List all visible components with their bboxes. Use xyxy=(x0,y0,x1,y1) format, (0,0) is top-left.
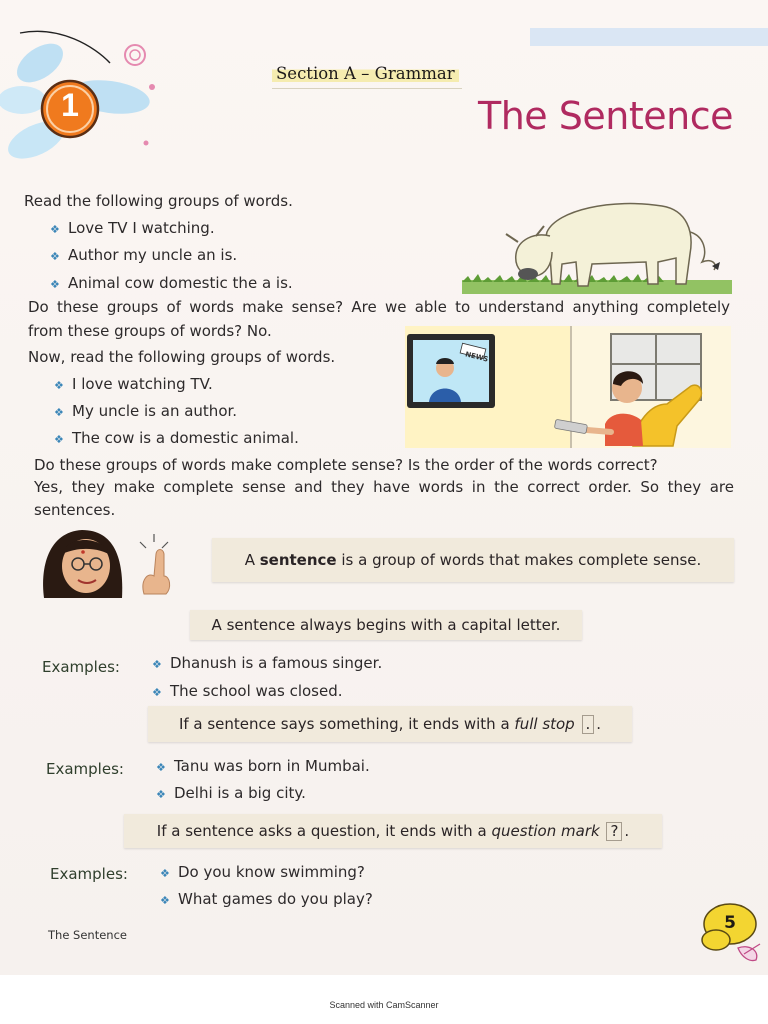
rule-text: If a sentence asks a question, it ends with a xyxy=(156,822,487,840)
definition-term: sentence xyxy=(259,551,337,569)
tv-watching-illustration xyxy=(405,326,731,452)
list-item: ❖ I love watching TV. xyxy=(54,375,213,393)
diamond-bullet-icon: ❖ xyxy=(156,788,166,801)
intro-prompt-2: Now, read the following groups of words. xyxy=(28,348,336,366)
diamond-bullet-icon: ❖ xyxy=(50,278,60,291)
scanner-watermark: Scanned with CamScanner xyxy=(329,1000,439,1010)
diamond-bullet-icon: ❖ xyxy=(50,250,60,263)
list-item: ❖ My uncle is an author. xyxy=(54,402,238,420)
section-label: Section A – Grammar xyxy=(272,64,459,83)
chapter-badge xyxy=(0,25,160,165)
list-item: ❖ The cow is a domestic animal. xyxy=(54,429,299,447)
definition-prefix: A xyxy=(244,551,255,569)
definition-text: is a group of words that makes complete sense. xyxy=(341,551,702,569)
question-2: Do these groups of words make complete sense? Is the order of the words correct? xyxy=(34,456,658,474)
teacher-icon xyxy=(36,528,176,598)
rule-question-mark xyxy=(124,814,662,848)
rule-text: If a sentence says something, it ends with a xyxy=(178,715,510,733)
example-item: ❖ The school was closed. xyxy=(152,682,343,700)
example-item: ❖ Dhanush is a famous singer. xyxy=(152,654,383,672)
full-stop-mark: . xyxy=(582,715,595,734)
diamond-bullet-icon: ❖ xyxy=(54,433,64,446)
diamond-bullet-icon: ❖ xyxy=(160,894,170,907)
cow-icon xyxy=(462,192,732,300)
diamond-bullet-icon: ❖ xyxy=(54,379,64,392)
question-mark-box: ? xyxy=(606,822,622,841)
question-1a: Do these groups of words make sense? Are we able to understand anything completely xyxy=(28,298,730,316)
teacher-illustration xyxy=(36,528,176,602)
question-1b: from these groups of words? No. xyxy=(28,322,272,340)
rule-end: . xyxy=(596,715,602,733)
page-number-badge xyxy=(698,900,768,970)
example-item: ❖ Tanu was born in Mumbai. xyxy=(156,757,370,775)
rule-term: question mark xyxy=(491,822,600,840)
rule-end: . xyxy=(624,822,630,840)
examples-label: Examples: xyxy=(50,865,128,883)
example-item: ❖ Do you know swimming? xyxy=(160,863,365,881)
chapter-number: 1 xyxy=(61,87,79,123)
intro-prompt: Read the following groups of words. xyxy=(24,192,293,210)
examples-label: Examples: xyxy=(42,658,120,676)
section-divider xyxy=(272,88,462,89)
top-color-band xyxy=(530,28,768,46)
example-item: ❖ What games do you play? xyxy=(160,890,373,908)
page-number: 5 xyxy=(724,913,736,933)
diamond-bullet-icon: ❖ xyxy=(152,686,162,699)
diamond-bullet-icon: ❖ xyxy=(50,223,60,236)
page-title: The Sentence xyxy=(478,94,733,138)
diamond-bullet-icon: ❖ xyxy=(54,406,64,419)
footer-chapter-name: The Sentence xyxy=(48,928,127,942)
answer-line-1: Yes, they make complete sense and they have words in the correct order. So they are xyxy=(34,478,734,496)
diamond-bullet-icon: ❖ xyxy=(160,867,170,880)
list-item: ❖ Animal cow domestic the a is. xyxy=(50,274,293,292)
rule-term: full stop xyxy=(514,715,575,733)
rule-full-stop xyxy=(148,706,632,742)
example-item: ❖ Delhi is a big city. xyxy=(156,784,306,802)
tv-news-label: NEWS xyxy=(464,350,490,364)
examples-label: Examples: xyxy=(46,760,124,778)
definition-box xyxy=(212,538,734,582)
diamond-bullet-icon: ❖ xyxy=(152,658,162,671)
diamond-bullet-icon: ❖ xyxy=(156,761,166,774)
list-item: ❖ Author my uncle an is. xyxy=(50,246,238,264)
answer-line-2: sentences. xyxy=(34,501,116,519)
list-item: ❖ Love TV I watching. xyxy=(50,219,215,237)
rule-capital-letter: A sentence always begins with a capital letter. xyxy=(190,610,582,640)
butterfly-icon xyxy=(698,900,768,966)
cow-illustration xyxy=(462,192,732,304)
tv-room-icon xyxy=(405,326,731,448)
